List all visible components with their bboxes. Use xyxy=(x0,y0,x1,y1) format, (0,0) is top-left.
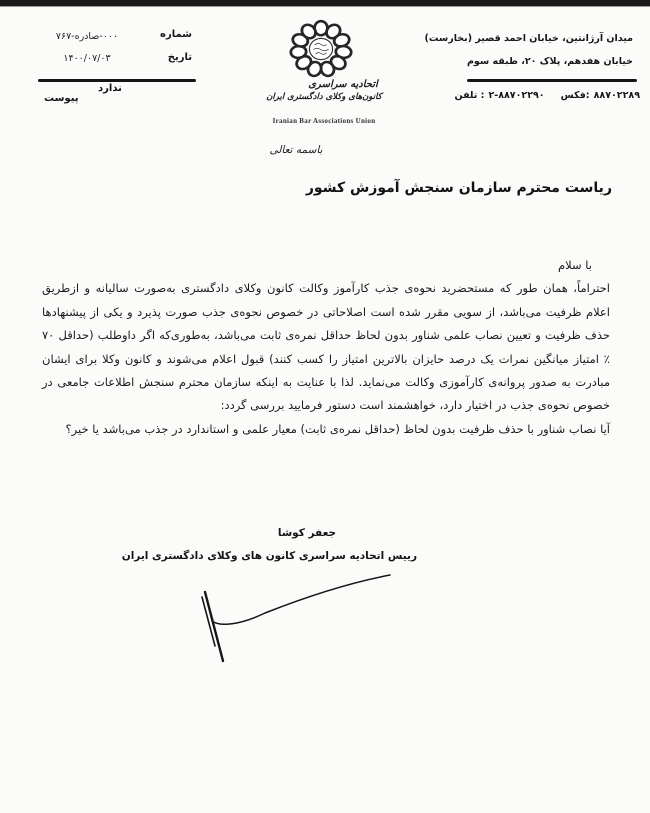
body-line: حذف ظرفیت و تعیین نصاب علمی شناور بدون لحاظ حداقل نمره‌ی ثابت می‌باشد، به‌طوری‌که اگر داوطلب (حداقل ۷۰ xyxy=(42,328,610,343)
org-name-en: Iranian Bar Associations Union xyxy=(272,117,376,125)
body-last-line: خصوص نحوه‌ی جذب در اختیار دارد، خواهشمند است دستور فرمایید بررسی گردد: xyxy=(220,398,610,413)
address-divider-line xyxy=(467,79,637,82)
org-name-fa-line2: کانون‌های وکلای دادگستری ایران xyxy=(266,92,382,102)
body-line: ٪ امتیاز میانگین نمرات یک درصد حایزان بالاترین امتیاز را کسب کنند) قبول اعلام می‌شوند و کانون وکلا برای ایشان xyxy=(42,351,610,366)
address-line-1: میدان آرژانتین، خیابان احمد قصیر (بخارست) xyxy=(424,33,633,44)
fax-number: ۸۸۷۰۲۲۸۹ xyxy=(593,90,640,101)
basmala: باسمه تعالی xyxy=(269,144,323,156)
scan-edge-artifact xyxy=(0,0,650,7)
fax-label: فکس: xyxy=(560,90,590,101)
handwritten-signature xyxy=(193,566,403,671)
inquiry-question: آیا نصاب شناور با حذف ظرفیت بدون لحاظ (حداقل نمره‌ی ثابت) معیار علمی و استاندارد در جذب می‌باشد یا خیر؟ xyxy=(65,421,610,436)
body-line: مبادرت به صدور پروانه‌ی کارآموزی وکالت می‌نماید. لذا با عنایت به اینکه سازمان محترم سنجش اطلاعات جامعی در xyxy=(42,375,610,390)
meta-divider-line xyxy=(38,79,196,82)
letter-number-value: ۷۶۷‎-‎صادره‎-‎۰۰۰ xyxy=(55,31,119,42)
letter-number-label: شماره xyxy=(160,29,192,40)
signatory-name: جعفر کوشا xyxy=(277,527,337,539)
attachment-label: پیوست xyxy=(44,93,79,104)
org-name-fa-line1: اتحادیه سراسری xyxy=(308,79,378,90)
address-line-2: خیابان هفدهم، پلاک ۲۰، طبقه سوم xyxy=(466,56,633,67)
body-line: اعلام ظرفیت می‌باشد، از سویی مقرر شده است اصلاحاتی در خصوص نحوه‌ی جذب صورت پذیرد و یکی از پیشنهادها xyxy=(42,304,610,319)
signatory-title: رییس اتحادیه سراسری کانون های وکلای دادگستری ایران xyxy=(121,550,417,562)
attachment-value: ندارد xyxy=(98,83,122,94)
salutation: با سلام xyxy=(558,258,592,272)
body-line: احتراماً، همان طور که مستحضرید نحوه‌ی جذب کارآموز وکالت کانون وکلای دادگستری به‌صورت سالیانه و ازطریق xyxy=(42,281,610,296)
recipient-title: ریاست محترم سازمان سنجش آموزش کشور xyxy=(305,180,612,196)
phone-number: ۲-۸۸۷۰۲۲۹۰ xyxy=(488,90,545,101)
letter-date-label: تاریخ xyxy=(167,52,192,63)
letter-date-value: ۱۴۰۰/۰۷/۰۳ xyxy=(63,53,111,64)
bar-association-emblem-icon xyxy=(286,17,356,81)
phone-label: تلفن : xyxy=(454,90,485,101)
letter-body xyxy=(42,254,610,441)
contact-row xyxy=(455,90,640,101)
